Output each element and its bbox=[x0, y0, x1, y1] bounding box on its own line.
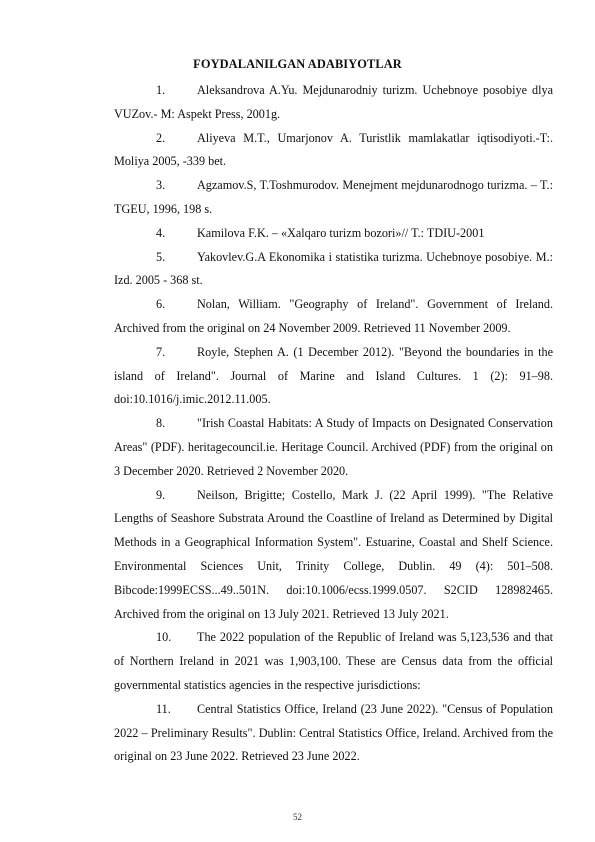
reference-number: 7. bbox=[156, 344, 166, 359]
list-item bbox=[114, 174, 553, 222]
reference-text: Aleksandrova A.Yu. Mejdunarodniy turizm. Uchebnoye posobiye dlya VUZov.- M: Aspekt Press, 2001g. bbox=[114, 83, 553, 121]
reference-text: Aliyeva M.T., Umarjonov A. Turistlik mamlakatlar iqtisodiyoti.-T:. Moliya 2005, -339 bet. bbox=[114, 130, 553, 169]
reference-text: "Irish Coastal Habitats: A Study of Impacts on Designated Conservation Areas" (PDF). heritagecouncil.ie. Heritage Council. Archived (PDF) from the original on 3 December 2020. Retrieved 2 November 2020. bbox=[114, 416, 553, 478]
list-item bbox=[114, 222, 553, 246]
list-item bbox=[114, 484, 553, 627]
list-item bbox=[114, 293, 553, 341]
reference-list bbox=[114, 79, 553, 769]
list-item bbox=[114, 412, 553, 483]
list-item bbox=[114, 341, 553, 412]
list-item bbox=[114, 127, 553, 175]
reference-number: 3. bbox=[156, 178, 166, 193]
reference-number: 5. bbox=[156, 249, 166, 264]
reference-text: Kamilova F.K. – «Xalqaro turizm bozori»// T.: TDIU-2001 bbox=[197, 225, 485, 240]
list-item bbox=[114, 79, 553, 127]
page-title: FOYDALANILGAN ADABIYOTLAR bbox=[193, 57, 402, 71]
reference-number: 2. bbox=[156, 130, 166, 145]
reference-text: Neilson, Brigitte; Costello, Mark J. (22 April 1999). "The Relative Lengths of Seashore Substrata Around the Coastline of Ireland as Determined by Digital Methods in a Geographical Information System". Estuarine, Coastal and Shelf Science. Environmental Sciences Unit, Trinity College, Dublin. 49 (4): 501–508. Bibcode:1999ECSS...49..501N. doi:10.1006/ecss.1999.0507. S2CID 128982465. Archived from the original on 13 July 2021. Retrieved 13 July 2021. bbox=[114, 487, 553, 621]
reference-number: 9. bbox=[156, 487, 166, 502]
page-number: 52 bbox=[293, 812, 302, 822]
reference-number: 1. bbox=[156, 83, 166, 97]
reference-number: 10. bbox=[156, 630, 172, 645]
reference-text: Nolan, William. "Geography of Ireland". Government of Ireland. Archived from the original on 24 November 2009. Retrieved 11 November 2009. bbox=[114, 297, 553, 335]
list-item bbox=[114, 246, 553, 294]
reference-number: 11. bbox=[156, 701, 171, 716]
reference-number: 8. bbox=[156, 416, 166, 431]
reference-text: Yakovlev.G.A Ekonomika i statistika turizma. Uchebnoye posobiye. M.: Izd. 2005 - 368 st. bbox=[114, 249, 553, 288]
reference-text: Agzamov.S, T.Toshmurodov. Menejment mejdunarodnogo turizma. – T.: TGEU, 1996, 198 s. bbox=[114, 178, 553, 216]
reference-text: The 2022 population of the Republic of Ireland was 5,123,536 and that of Northern Ireland in 2021 was 1,903,100. These are Census data from the official governmental statistics agencies in the respective jurisdictions: bbox=[114, 630, 553, 692]
reference-text: Royle, Stephen A. (1 December 2012). "Beyond the boundaries in the island of Ireland". Journal of Marine and Island Cultures. 1 (2): 91–98. doi:10.1016/j.imic.2012.11.005. bbox=[114, 344, 553, 407]
list-item bbox=[114, 626, 553, 697]
list-item bbox=[114, 698, 553, 769]
reference-text: Central Statistics Office, Ireland (23 June 2022). "Census of Population 2022 – Preliminary Results". Dublin: Central Statistics Office, Ireland. Archived from the original on 23 June 2022. Retrieved 23 June 2022. bbox=[114, 701, 553, 764]
reference-number: 6. bbox=[156, 297, 166, 312]
reference-number: 4. bbox=[156, 225, 166, 240]
